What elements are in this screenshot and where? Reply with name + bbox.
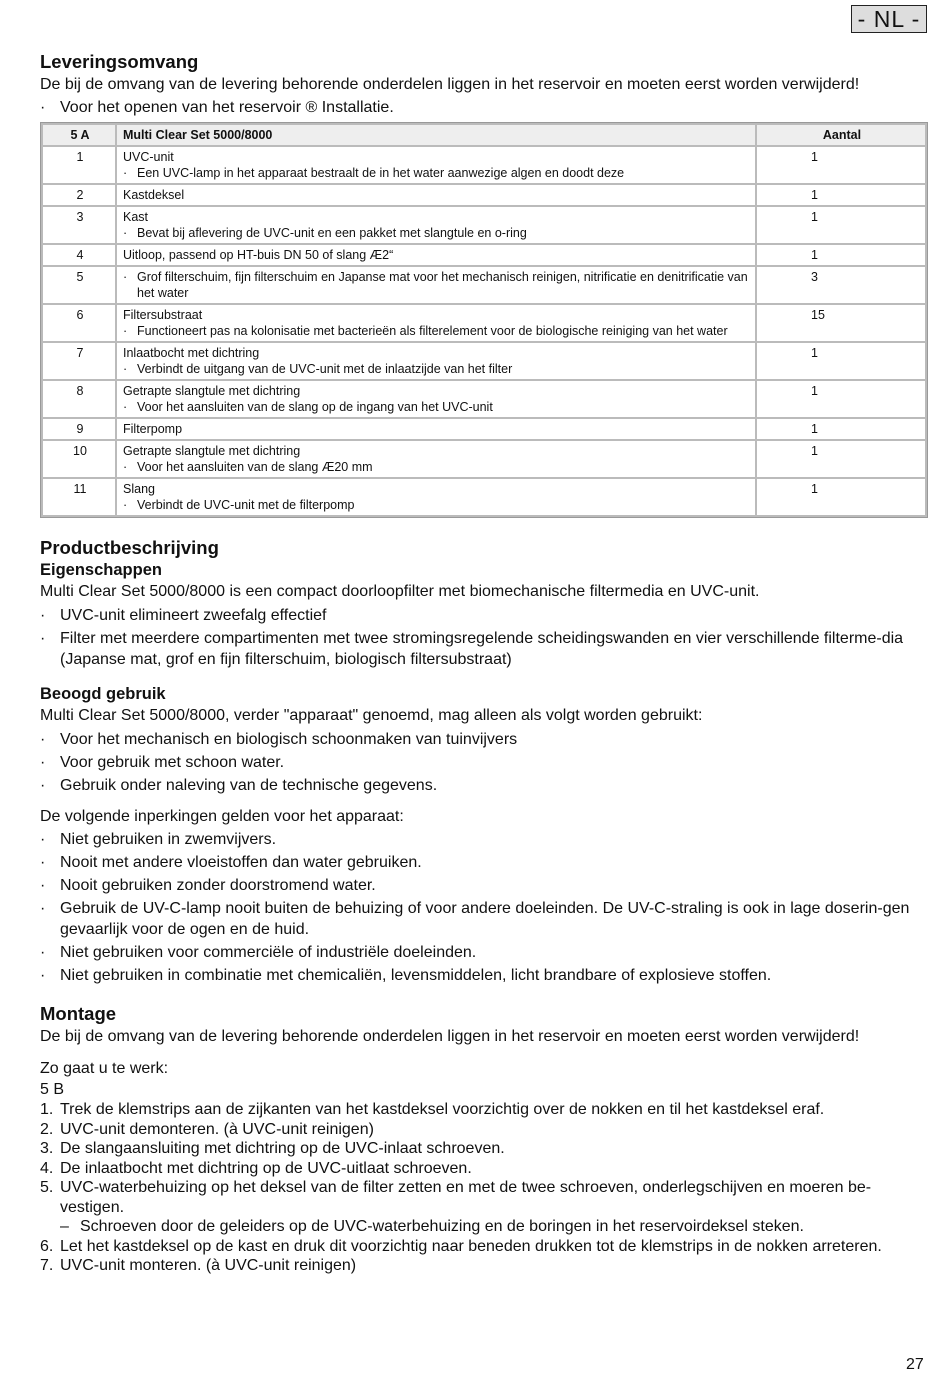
assembly-title: Montage [40, 1003, 117, 1024]
part-quantity: 1 [757, 479, 925, 515]
part-description [117, 207, 755, 243]
part-name: Filterpomp [123, 421, 183, 436]
step-number: 6. [40, 1237, 54, 1255]
part-description [117, 419, 755, 439]
step-text: Let het kastdeksel op de kast en druk dit voorzichtig naar beneden drukken tot de klemstrips in de nokken arreteren. [60, 1237, 882, 1255]
part-description [117, 305, 755, 341]
part-detail: · Verbindt de UVC-unit met de filterpomp [123, 497, 751, 513]
table-row [43, 343, 925, 379]
assembly-step [40, 1139, 930, 1159]
part-name: Inlaatbocht met dichtring [123, 345, 260, 360]
table-row [43, 267, 925, 303]
part-quantity: 1 [757, 245, 925, 265]
part-name: Kast [123, 209, 149, 224]
part-name: Kastdeksel [123, 187, 185, 202]
step-number: – [60, 1218, 69, 1235]
scope-bullet: · Voor het openen van het reservoir ® Installatie. [40, 97, 930, 118]
part-description [117, 147, 755, 183]
part-description [117, 267, 755, 303]
parts-table-body [43, 147, 925, 515]
table-row [43, 245, 925, 265]
step-number: 4. [40, 1159, 54, 1177]
step-text: UVC-unit monteren. (à UVC-unit reinigen) [60, 1257, 357, 1274]
step-number: 2. [40, 1120, 54, 1138]
part-quantity: 1 [757, 419, 925, 439]
part-detail: · Verbindt de uitgang van de UVC-unit met de inlaatzijde van het filter [123, 361, 751, 377]
table-row [43, 419, 925, 439]
part-number: 11 [43, 479, 115, 515]
part-number: 8 [43, 381, 115, 417]
header-figure: 5 A [43, 125, 115, 145]
description-title: Productbeschrijving [40, 536, 219, 558]
part-description [117, 381, 755, 417]
step-text: De slangaansluiting met dichtring op de UVC-inlaat schroeven. [60, 1140, 505, 1157]
part-description [117, 245, 755, 265]
part-number: 5 [43, 267, 115, 303]
page-content [40, 50, 930, 1276]
usage-text: Multi Clear Set 5000/8000, verder "apparaat" genoemd, mag alleen als volgt worden gebruikt: [40, 707, 703, 724]
header-quantity: Aantal [757, 125, 925, 145]
assembly-howto: Zo gaat u te werk: [40, 1059, 169, 1077]
part-quantity: 3 [757, 267, 925, 303]
step-number: 3. [40, 1140, 54, 1157]
step-text: Trek de klemstrips aan de zijkanten van het kastdeksel voorzichtig over de nokken en til het kastdeksel eraf. [60, 1101, 825, 1118]
part-quantity: 1 [757, 343, 925, 379]
step-number: 1. [40, 1101, 54, 1118]
part-number: 10 [43, 441, 115, 477]
scope-intro: De bij de omvang van de levering behorende onderdelen liggen in het reservoir en moeten eerst worden verwijderd! [40, 76, 860, 93]
step-text: De inlaatbocht met dichtring op de UVC-uitlaat schroeven. [60, 1159, 472, 1177]
part-quantity: 15 [757, 305, 925, 341]
usage-item: · Gebruik onder naleving van de technische gegevens. [40, 775, 930, 796]
page-number: 27 [906, 1356, 924, 1373]
table-row [43, 441, 925, 477]
assembly-figure-ref: 5 B [40, 1081, 65, 1098]
assembly-step [40, 1100, 930, 1120]
part-name: Slang [123, 481, 155, 496]
part-description [117, 185, 755, 205]
part-number: 7 [43, 343, 115, 379]
part-detail: · Bevat bij aflevering de UVC-unit en een pakket met slangtule en o-ring [123, 225, 751, 241]
feature-item: · Filter met meerdere compartimenten met twee stromingsregelende scheidingswanden en vier verschillende filterme-dia (Japanse mat, grof en fijn filterschuim, biologisch filtersubstraat) [40, 628, 930, 670]
restrictions-intro: De volgende inperkingen gelden voor het apparaat: [40, 807, 404, 825]
assembly-steps [40, 1100, 930, 1276]
description-text: Multi Clear Set 5000/8000 is een compact doorloopfilter met biomechanische filtermedia en UVC-unit. [40, 582, 760, 600]
part-quantity: 1 [757, 185, 925, 205]
assembly-step [40, 1217, 930, 1237]
part-detail: · Een UVC-lamp in het apparaat bestraalt de in het water aanwezige algen en doodt deze [123, 165, 751, 181]
parts-table-header [43, 125, 925, 145]
restriction-item: · Nooit met andere vloeistoffen dan water gebruiken. [40, 852, 930, 873]
part-quantity: 1 [757, 381, 925, 417]
part-detail: · Grof filterschuim, fijn filterschuim en Japanse mat voor het mechanisch reinigen, nitrificatie en denitrificatie van het water [123, 269, 751, 301]
scope-title: Leveringsomvang [40, 51, 199, 72]
part-quantity: 1 [757, 441, 925, 477]
assembly-step [40, 1178, 930, 1217]
part-description [117, 441, 755, 477]
step-text: Schroeven door de geleiders op de UVC-waterbehuizing en de boringen in het reservoirdeksel steken. [80, 1218, 804, 1235]
restriction-item: · Gebruik de UV-C-lamp nooit buiten de behuizing of voor andere doeleinden. De UV-C-straling is ook in lage doserin-gen gevaarlijk voor de ogen en de huid. [40, 898, 930, 940]
part-description [117, 479, 755, 515]
usage-item: · Voor gebruik met schoon water. [40, 752, 930, 773]
table-row [43, 305, 925, 341]
assembly-intro: De bij de omvang van de levering behorende onderdelen liggen in het reservoir en moeten eerst worden verwijderd! [40, 1028, 860, 1045]
table-row [43, 479, 925, 515]
properties-subtitle: Eigenschappen [40, 560, 162, 579]
restriction-item: · Nooit gebruiken zonder doorstromend water. [40, 875, 930, 896]
step-text: UVC-waterbehuizing op het deksel van de filter zetten en met de twee schroeven, onderlegschijven en moeren be-vestigen. [60, 1179, 872, 1216]
part-number: 3 [43, 207, 115, 243]
part-name: Uitloop, passend op HT-buis DN 50 of slang Æ2“ [123, 247, 394, 262]
language-badge: - NL - [851, 5, 927, 33]
part-name: UVC-unit [123, 149, 174, 164]
assembly-step [40, 1237, 930, 1257]
part-description [117, 343, 755, 379]
part-number: 4 [43, 245, 115, 265]
part-number: 9 [43, 419, 115, 439]
restriction-item: · Niet gebruiken in combinatie met chemicaliën, levensmiddelen, licht brandbare of explosieve stoffen. [40, 965, 930, 986]
header-product: Multi Clear Set 5000/8000 [117, 125, 755, 145]
assembly-step [40, 1256, 930, 1276]
step-number: 7. [40, 1257, 54, 1274]
part-number: 1 [43, 147, 115, 183]
part-detail: · Voor het aansluiten van de slang op de ingang van het UVC-unit [123, 399, 751, 415]
restriction-item: · Niet gebruiken voor commerciële of industriële doeleinden. [40, 942, 930, 963]
usage-title: Beoogd gebruik [40, 685, 166, 703]
table-row [43, 381, 925, 417]
step-number: 5. [40, 1179, 54, 1196]
parts-table [40, 122, 928, 518]
part-quantity: 1 [757, 147, 925, 183]
table-row [43, 147, 925, 183]
table-row [43, 207, 925, 243]
part-number: 6 [43, 305, 115, 341]
table-row [43, 185, 925, 205]
restriction-item: · Niet gebruiken in zwemvijvers. [40, 829, 930, 850]
feature-item: · UVC-unit elimineert zweefalg effectief [40, 605, 930, 626]
usage-item: · Voor het mechanisch en biologisch schoonmaken van tuinvijvers [40, 729, 930, 750]
part-name: Getrapte slangtule met dichtring [123, 383, 301, 398]
part-detail: · Functioneert pas na kolonisatie met bacterieën als filterelement voor de biologische reiniging van het water [123, 323, 751, 339]
step-text: UVC-unit demonteren. (à UVC-unit reinigen) [60, 1120, 374, 1138]
part-number: 2 [43, 185, 115, 205]
part-detail: · Voor het aansluiten van de slang Æ20 mm [123, 459, 751, 475]
part-quantity: 1 [757, 207, 925, 243]
assembly-step [40, 1159, 930, 1179]
part-name: Getrapte slangtule met dichtring [123, 443, 301, 458]
part-name: Filtersubstraat [123, 307, 203, 322]
assembly-step [40, 1120, 930, 1140]
